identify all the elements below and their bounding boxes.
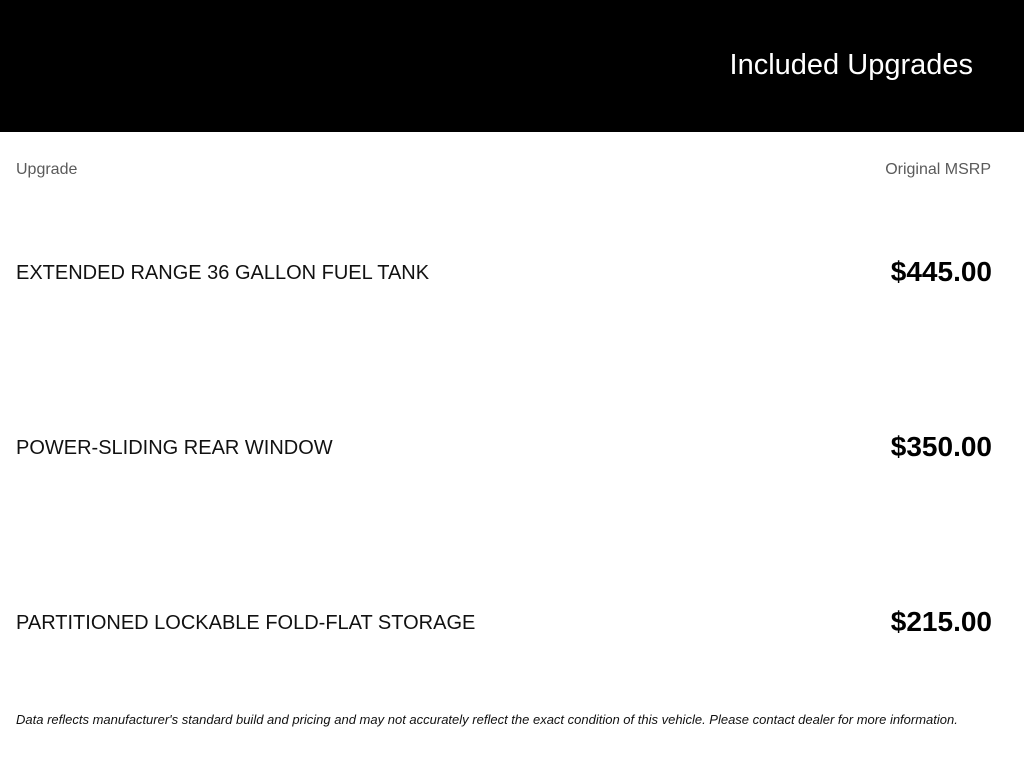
upgrade-row	[0, 602, 1024, 642]
page-title: Included Upgrades	[729, 49, 973, 81]
column-header-upgrade: Upgrade	[16, 161, 78, 178]
upgrade-price: $215.00	[890, 606, 992, 637]
upgrade-name: POWER-SLIDING REAR WINDOW	[16, 437, 333, 459]
header-bar	[0, 0, 1024, 132]
upgrade-price: $445.00	[890, 256, 992, 287]
upgrade-price: $350.00	[890, 431, 992, 462]
disclaimer-text: Data reflects manufacturer's standard build and pricing and may not accurately reflect the exact condition of this vehicle. Please contact dealer for more information.	[16, 712, 958, 727]
upgrade-name: EXTENDED RANGE 36 GALLON FUEL TANK	[16, 262, 430, 284]
column-header-original-msrp: Original MSRP	[885, 161, 991, 178]
upgrade-row	[0, 427, 1024, 467]
upgrade-row	[0, 252, 1024, 292]
upgrade-name: PARTITIONED LOCKABLE FOLD-FLAT STORAGE	[16, 612, 476, 634]
